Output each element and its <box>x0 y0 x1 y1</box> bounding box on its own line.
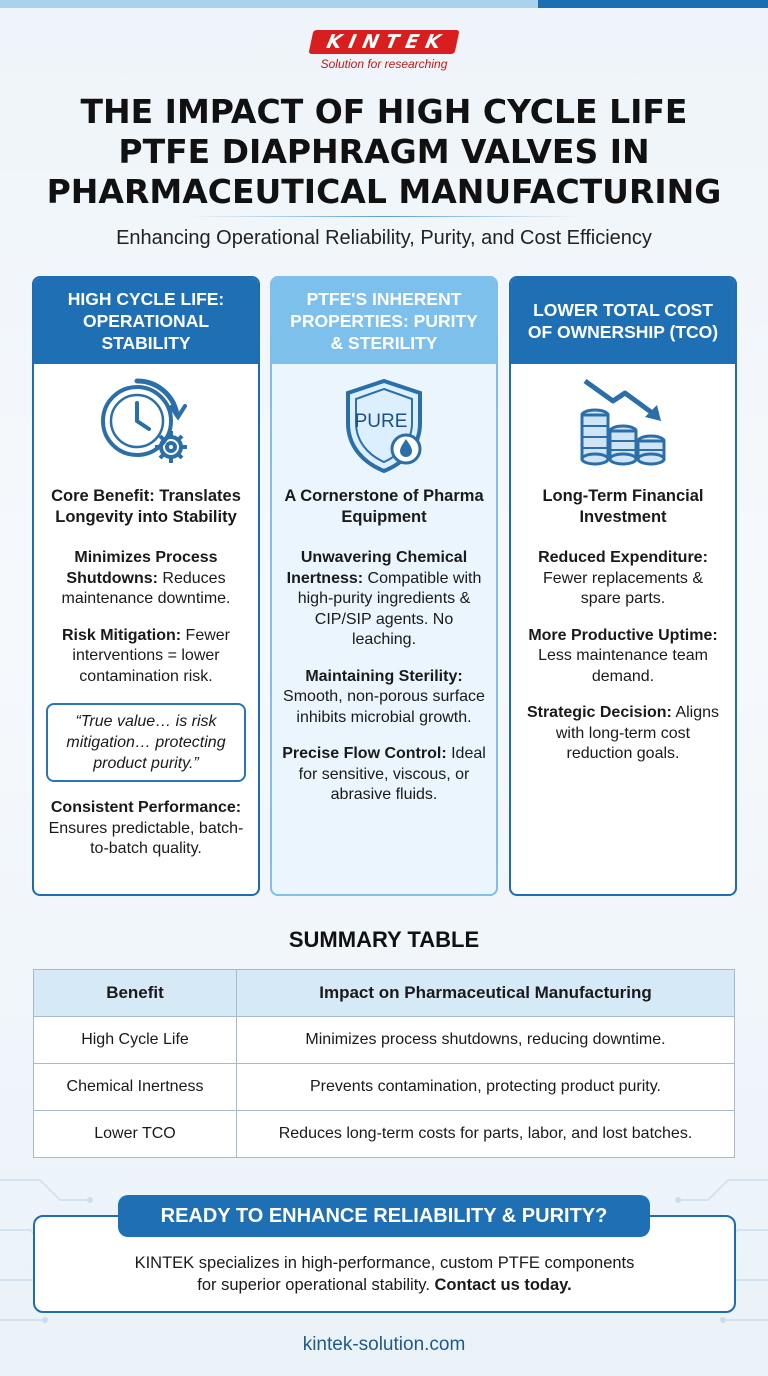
benefit-item <box>44 798 248 860</box>
table-cell: Reduces long-term costs for parts, labor, and lost batches. <box>237 1111 735 1158</box>
brand-logo[interactable] <box>0 30 768 71</box>
benefit-item <box>521 703 725 765</box>
table-row <box>34 1017 735 1064</box>
benefit-item <box>282 548 486 651</box>
item-text: Fewer interventions = lower contamination risk. <box>72 626 230 685</box>
column-lead: Core Benefit: Translates Longevity into Stability <box>51 487 241 526</box>
clock-gear-icon <box>34 364 258 486</box>
table-cell: Chemical Inertness <box>34 1064 237 1111</box>
website-link[interactable]: kintek-solution.com <box>302 1334 466 1355</box>
table-row <box>34 1111 735 1158</box>
table-cell: Prevents contamination, protecting product purity. <box>237 1064 735 1111</box>
cta-text-line: KINTEK specializes in high-performance, custom PTFE components <box>134 1254 635 1272</box>
item-text: Fewer replacements & spare parts. <box>542 569 704 607</box>
item-label: Maintaining Sterility: <box>305 667 463 685</box>
quote-box: “True value… is risk mitigation… protecting product purity.” <box>46 703 246 782</box>
item-text: Ensures predictable, batch-to-batch quality. <box>48 819 244 857</box>
title-line: PTFE DIAPHRAGM VALVES IN <box>118 132 650 171</box>
column-high-cycle-life <box>32 276 260 896</box>
shield-label: PURE <box>354 411 408 432</box>
item-label: Consistent Performance: <box>50 799 242 816</box>
cta-text: for superior operational stability. <box>197 1276 430 1294</box>
benefit-item <box>521 626 725 688</box>
table-header-cell: Benefit <box>34 970 237 1017</box>
item-label: Reduced Expenditure: <box>538 549 708 566</box>
table-header-row <box>34 970 735 1017</box>
item-text: Less maintenance team demand. <box>538 647 708 685</box>
benefit-item <box>521 548 725 610</box>
summary-table <box>33 969 735 1158</box>
item-label: Minimizes Process Shutdowns: <box>66 549 218 587</box>
title-line: PHARMACEUTICAL MANUFACTURING <box>46 172 722 211</box>
column-heading: PTFE'S INHERENT PROPERTIES: PURITY & STERILITY <box>272 278 496 364</box>
benefit-item <box>44 548 248 610</box>
summary-title: SUMMARY TABLE <box>288 927 480 952</box>
table-cell: Lower TCO <box>34 1111 237 1158</box>
cta-heading: READY TO ENHANCE RELIABILITY & PURITY? <box>118 1195 650 1237</box>
column-lead: Long-Term Financial Investment <box>542 487 704 526</box>
item-label: Strategic Decision: <box>526 704 672 721</box>
coins-down-arrow-icon <box>511 364 735 486</box>
item-text: Aligns with long-term cost reduction goals. <box>555 704 720 762</box>
benefit-item <box>282 667 486 729</box>
page-subtitle: Enhancing Operational Reliability, Purity, and Cost Efficiency <box>116 227 652 249</box>
item-label: Risk Mitigation: <box>61 626 182 644</box>
item-label: Unwavering Chemical Inertness: <box>286 549 468 587</box>
logo-wordmark: KINTEK <box>308 30 459 54</box>
table-header-cell: Impact on Pharmaceutical Manufacturing <box>237 970 735 1017</box>
item-text: Compatible with high-purity ingredients & CIP/SIP agents. No leaching. <box>297 569 482 648</box>
contact-link[interactable]: Contact us today. <box>434 1276 572 1294</box>
table-cell: Minimizes process shutdowns, reducing downtime. <box>237 1017 735 1064</box>
item-text: Reduces maintenance downtime. <box>61 569 231 607</box>
pure-shield-icon <box>272 364 496 486</box>
title-divider <box>190 216 578 217</box>
item-text: Ideal for sensitive, viscous, or abrasive fluids. <box>298 745 486 803</box>
item-label: More Productive Uptime: <box>528 626 718 644</box>
top-accent-bar-dark <box>538 0 768 8</box>
table-cell: High Cycle Life <box>34 1017 237 1064</box>
page-title <box>30 92 738 212</box>
column-lead: A Cornerstone of Pharma Equipment <box>284 487 484 526</box>
cta-text-line <box>35 1274 734 1296</box>
table-row <box>34 1064 735 1111</box>
benefit-item <box>282 744 486 806</box>
column-ptfe-properties <box>270 276 498 896</box>
column-heading: LOWER TOTAL COST OF OWNERSHIP (TCO) <box>511 278 735 364</box>
logo-tagline: Solution for researching <box>320 57 448 71</box>
column-lower-tco <box>509 276 737 896</box>
title-line: THE IMPACT OF HIGH CYCLE LIFE <box>80 92 688 131</box>
column-heading: HIGH CYCLE LIFE: OPERATIONAL STABILITY <box>34 278 258 364</box>
benefit-item <box>44 626 248 688</box>
item-label: Precise Flow Control: <box>282 745 447 762</box>
item-text: Smooth, non-porous surface inhibits microbial growth. <box>283 688 485 726</box>
